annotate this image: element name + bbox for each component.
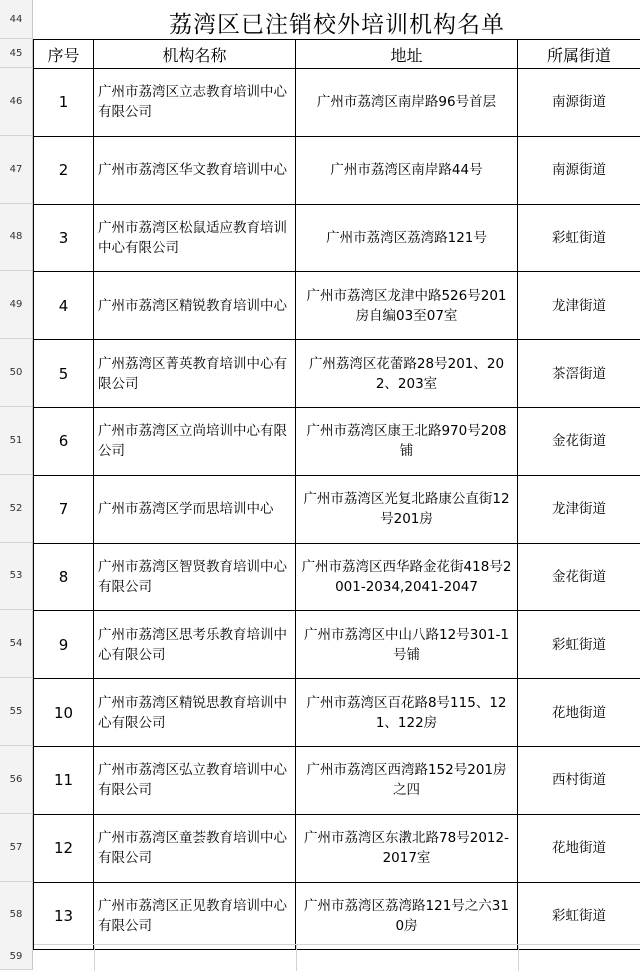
- cell-institution-name[interactable]: 广州市荔湾区思考乐教育培训中心有限公司: [94, 611, 296, 679]
- cell-index[interactable]: 7: [34, 475, 94, 543]
- table-row: [34, 611, 640, 679]
- cell-street[interactable]: 金花街道: [518, 543, 640, 611]
- cell-index[interactable]: 8: [34, 543, 94, 611]
- row-number[interactable]: 58: [0, 882, 33, 950]
- cell-address[interactable]: 广州市荔湾区西华路金花街418号2001-2034,2041-2047: [296, 543, 518, 611]
- table-row: [34, 407, 640, 475]
- institution-table: [33, 39, 640, 950]
- cell-address[interactable]: 广州市荔湾区康王北路970号208铺: [296, 407, 518, 475]
- cell-index[interactable]: 10: [34, 679, 94, 747]
- cell-street[interactable]: 彩虹街道: [518, 204, 640, 272]
- cell-address[interactable]: 广州市荔湾区荔湾路121号之六310房: [296, 882, 518, 950]
- table-row: [34, 340, 640, 408]
- cell-street[interactable]: 彩虹街道: [518, 882, 640, 950]
- row-number[interactable]: 44: [0, 0, 33, 39]
- cell-street[interactable]: 茶滘街道: [518, 340, 640, 408]
- table-row: [34, 814, 640, 882]
- row-number[interactable]: 47: [0, 136, 33, 204]
- row-number[interactable]: 45: [0, 39, 33, 68]
- cell-institution-name[interactable]: 广州市荔湾区弘立教育培训中心有限公司: [94, 746, 296, 814]
- table-body: [34, 69, 640, 950]
- cell-institution-name[interactable]: 广州市荔湾区立志教育培训中心有限公司: [94, 69, 296, 137]
- cell-institution-name[interactable]: 广州市荔湾区松鼠适应教育培训中心有限公司: [94, 204, 296, 272]
- table-header-row: [34, 40, 640, 69]
- row-number[interactable]: 57: [0, 814, 33, 882]
- cell-index[interactable]: 11: [34, 746, 94, 814]
- cell-street[interactable]: 龙津街道: [518, 475, 640, 543]
- cell-address[interactable]: 广州市荔湾区百花路8号115、121、122房: [296, 679, 518, 747]
- cell-street[interactable]: 彩虹街道: [518, 611, 640, 679]
- row-number[interactable]: 50: [0, 339, 33, 407]
- empty-row: [34, 944, 640, 971]
- cell-institution-name[interactable]: 广州市荔湾区正见教育培训中心有限公司: [94, 882, 296, 950]
- cell-institution-name[interactable]: 广州荔湾区菁英教育培训中心有限公司: [94, 340, 296, 408]
- row-number[interactable]: 59: [0, 944, 33, 970]
- cell-institution-name[interactable]: 广州市荔湾区智贤教育培训中心有限公司: [94, 543, 296, 611]
- table-row: [34, 272, 640, 340]
- cell-address[interactable]: 广州市荔湾区东漖北路78号2012-2017室: [296, 814, 518, 882]
- header-institution-name[interactable]: 机构名称: [94, 40, 296, 69]
- row-number[interactable]: 46: [0, 68, 33, 136]
- cell-address[interactable]: 广州市荔湾区西湾路152号201房之四: [296, 746, 518, 814]
- row-number[interactable]: 51: [0, 407, 33, 475]
- cell-address[interactable]: 广州市荔湾区龙津中路526号201房自编03至07室: [296, 272, 518, 340]
- cell-divider: [296, 945, 297, 971]
- cell-index[interactable]: 6: [34, 407, 94, 475]
- table-row: [34, 204, 640, 272]
- row-number[interactable]: 52: [0, 475, 33, 543]
- cell-street[interactable]: 龙津街道: [518, 272, 640, 340]
- cell-divider: [518, 945, 519, 971]
- cell-address[interactable]: 广州市荔湾区荔湾路121号: [296, 204, 518, 272]
- cell-institution-name[interactable]: 广州市荔湾区精锐思教育培训中心有限公司: [94, 679, 296, 747]
- row-number[interactable]: 54: [0, 610, 33, 678]
- cell-address[interactable]: 广州市荔湾区南岸路96号首层: [296, 69, 518, 137]
- cell-street[interactable]: 南源街道: [518, 69, 640, 137]
- cell-index[interactable]: 5: [34, 340, 94, 408]
- cell-institution-name[interactable]: 广州市荔湾区童荟教育培训中心有限公司: [94, 814, 296, 882]
- cell-institution-name[interactable]: 广州市荔湾区立尚培训中心有限公司: [94, 407, 296, 475]
- cell-address[interactable]: 广州市荔湾区中山八路12号301-1号铺: [296, 611, 518, 679]
- cell-street[interactable]: 花地街道: [518, 814, 640, 882]
- sheet-title: 荔湾区已注销校外培训机构名单: [34, 6, 640, 39]
- cell-street[interactable]: 西村街道: [518, 746, 640, 814]
- cell-address[interactable]: 广州市荔湾区南岸路44号: [296, 136, 518, 204]
- cell-index[interactable]: 12: [34, 814, 94, 882]
- cell-index[interactable]: 9: [34, 611, 94, 679]
- cell-institution-name[interactable]: 广州市荔湾区华文教育培训中心: [94, 136, 296, 204]
- cell-address[interactable]: 广州荔湾区花蕾路28号201、202、203室: [296, 340, 518, 408]
- cell-street[interactable]: 金花街道: [518, 407, 640, 475]
- table-row: [34, 543, 640, 611]
- table-row: [34, 679, 640, 747]
- table-row: [34, 69, 640, 137]
- cell-index[interactable]: 4: [34, 272, 94, 340]
- row-number[interactable]: 48: [0, 204, 33, 272]
- header-street[interactable]: 所属街道: [518, 40, 640, 69]
- row-number[interactable]: 53: [0, 543, 33, 611]
- cell-index[interactable]: 3: [34, 204, 94, 272]
- row-number[interactable]: 55: [0, 678, 33, 746]
- cell-divider: [94, 945, 95, 971]
- table-row: [34, 136, 640, 204]
- cell-institution-name[interactable]: 广州市荔湾区精锐教育培训中心: [94, 272, 296, 340]
- table-row: [34, 475, 640, 543]
- cell-index[interactable]: 13: [34, 882, 94, 950]
- row-number[interactable]: 56: [0, 746, 33, 814]
- table-row: [34, 746, 640, 814]
- cell-address[interactable]: 广州市荔湾区光复北路康公直街12号201房: [296, 475, 518, 543]
- cell-institution-name[interactable]: 广州市荔湾区学而思培训中心: [94, 475, 296, 543]
- cell-index[interactable]: 2: [34, 136, 94, 204]
- cell-street[interactable]: 南源街道: [518, 136, 640, 204]
- table-row: [34, 882, 640, 950]
- header-address[interactable]: 地址: [296, 40, 518, 69]
- cell-index[interactable]: 1: [34, 69, 94, 137]
- cell-street[interactable]: 花地街道: [518, 679, 640, 747]
- row-number[interactable]: 49: [0, 271, 33, 339]
- header-index[interactable]: 序号: [34, 40, 94, 69]
